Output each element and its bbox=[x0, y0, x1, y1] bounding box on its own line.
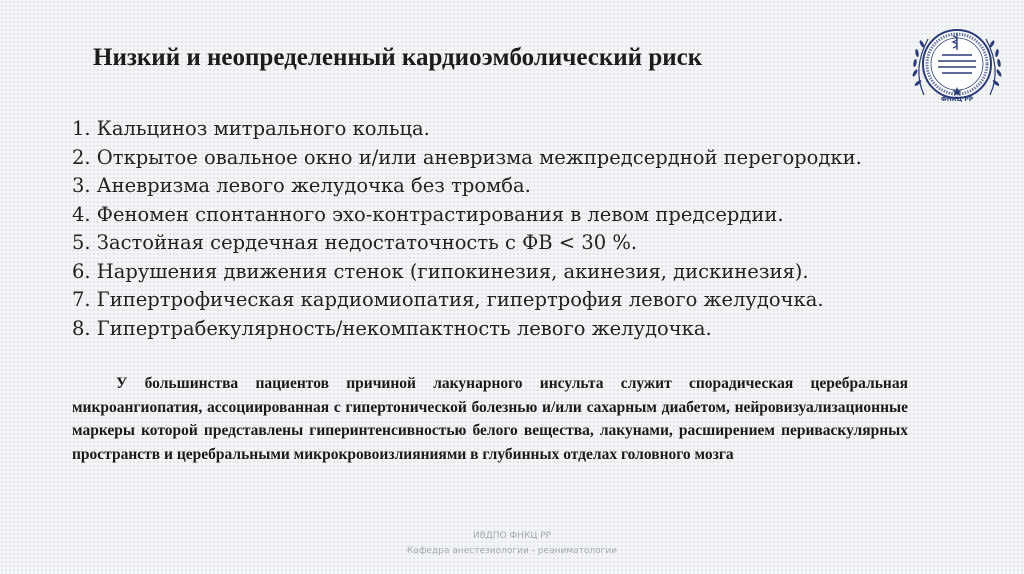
list-item: 8. Гипертрабекулярность/некомпактность левого желудочка. bbox=[72, 316, 712, 340]
list-item: 5. Застойная сердечная недостаточность с ФВ < 30 %. bbox=[72, 231, 638, 254]
list-item: 4. Феномен спонтанного эхо-контрастирования в левом предсердии. bbox=[72, 202, 784, 226]
list-item: 3. Аневризма левого желудочка без тромба. bbox=[72, 174, 531, 197]
risk-factor-list bbox=[72, 115, 952, 343]
list-item: 1. Кальциноз митрального кольца. bbox=[72, 117, 430, 140]
list-item: 6. Нарушения движения стенок (гипокинезия, акинезия, дискинезия). bbox=[72, 259, 809, 283]
list-item: 2. Открытое овальное окно и/или аневризма межпредсердной перегородки. bbox=[72, 145, 862, 169]
logo-caption: ФНКЦ РР bbox=[940, 96, 974, 103]
list-item: 7. Гипертрофическая кардиомиопатия, гипертрофия левого желудочка. bbox=[72, 288, 824, 311]
slide-title: Низкий и неопределенный кардиоэмболический риск bbox=[93, 44, 703, 71]
footer-department: Кафедра анестезиологии - реаниматологии bbox=[406, 546, 618, 556]
footer-institute: ИВДПО ФНКЦ РР bbox=[472, 531, 552, 541]
lacunar-stroke-note: У большинства пациентов причиной лакунарного инсульта служит спорадическая церебральная микроангиопатия, ассоциированная с гипертонической болезнью и/или сахарным диабетом, нейровизуализационные маркеры которой представлены гиперинтенсивностью белого вещества, лакунами, расширением периваскулярных пространств и церебральными микрокровоизлияниями в глубинных отделах головного мозга bbox=[72, 375, 908, 463]
